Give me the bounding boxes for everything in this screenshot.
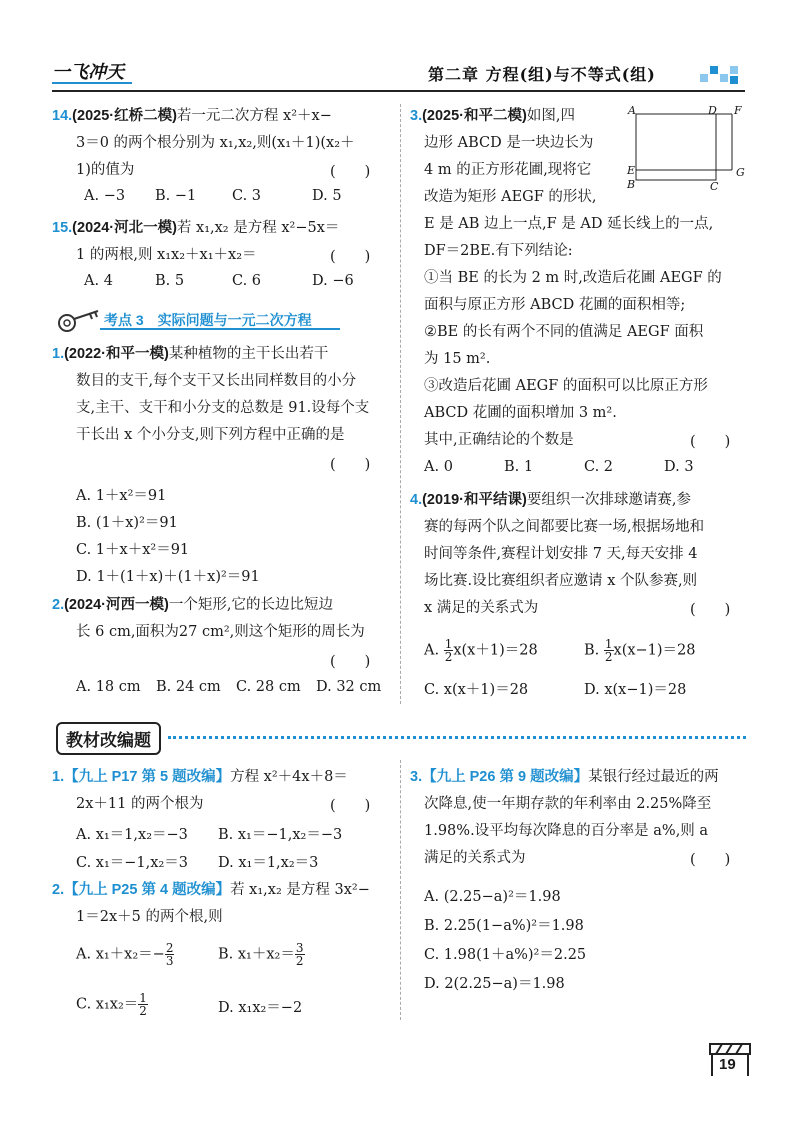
b-q3-line4: 满足的关系式为 (424, 850, 526, 866)
fig-label-a: A (628, 104, 636, 117)
b-q3-option-d[interactable]: D. 2(2.25−a)＝1.98 (424, 976, 565, 992)
b-q1-option-a[interactable]: A. x₁＝1,x₂＝−3 (76, 827, 188, 843)
r-q4-text: 要组织一次排球邀请赛,参 (526, 492, 691, 508)
b-q2-option-b[interactable] (218, 942, 305, 967)
q2-option-a[interactable]: A. 18 cm (76, 679, 141, 695)
q2-line2: 长 6 cm,面积为27 cm²,则这个矩形的周长为 (76, 624, 365, 640)
fig-label-c: C (710, 180, 719, 193)
r-q3-line4: 改造为矩形 AEGF 的形状, (424, 189, 597, 205)
b-q2-opt-b-fraction: $\frac{3}{2}$ (295, 941, 304, 968)
b-q2-option-a[interactable] (76, 942, 174, 967)
header-left-title: 一飞冲天 (52, 62, 124, 82)
header-rule (52, 90, 745, 92)
r-q4-option-b[interactable] (584, 638, 696, 663)
q1-line2: 数目的支干,每个支干又长出同样数目的小分 (76, 373, 357, 389)
q1-option-a[interactable]: A. 1＋x²＝91 (76, 488, 167, 504)
b-q3-text: 某银行经过最近的两 (588, 769, 719, 785)
b-q1-answer-bracket[interactable]: ( ) (330, 798, 371, 814)
knowledge-point-3-title: 考点 3 实际问题与一元二次方程 (104, 312, 312, 328)
b-q3-answer-bracket[interactable]: ( ) (690, 852, 731, 868)
r-q3-source: (2025·和平二模) (422, 108, 527, 124)
r-q4-opt-b-label: B. (584, 642, 600, 659)
r-q3-line7: ①当 BE 的长为 2 m 时,改造后花圃 AEGF 的 (424, 270, 722, 286)
b-q3-tag: 【九上 P26 第 9 题改编】 (422, 769, 589, 785)
r-q4-opt-a-label: A. (424, 642, 440, 659)
b-q1-line2: 2x＋11 的两个根为 (76, 796, 204, 812)
r-q3-line13: 其中,正确结论的个数是 (424, 432, 574, 448)
b-q2-opt-b-label: B. x₁＋x₂＝ (218, 946, 295, 963)
b-q2-line2: 1＝2x＋5 的两个根,则 (76, 909, 223, 925)
b-q1-text: 方程 x²＋4x＋8＝ (230, 769, 348, 785)
r-q4-option-d[interactable]: D. x(x−1)＝28 (584, 682, 687, 698)
q14-text: 若一元二次方程 x²＋x− (176, 108, 332, 124)
b-q3-line3: 1.98%.设平均每次降息的百分率是 a%,则 a (424, 823, 709, 839)
page-number: 19 (719, 1056, 736, 1073)
b-q3-option-b[interactable]: B. 2.25(1−a%)²＝1.98 (424, 918, 584, 934)
q14-option-c[interactable]: C. 3 (232, 188, 262, 204)
q1-text: 某种植物的主干长出若干 (168, 346, 329, 362)
header-decoration-icon (700, 62, 746, 88)
r-q3-line3: 4 m 的正方形花圃,现将它 (424, 162, 592, 178)
r-q3-line9: ②BE 的长有两个不同的值满足 AEGF 面积 (424, 324, 704, 340)
r-q4-line4: 场比赛.设比赛组织者应邀请 x 个队参赛,则 (424, 573, 698, 589)
r-q3-option-c[interactable]: C. 2 (584, 459, 614, 475)
bottom-column-divider (400, 760, 401, 1020)
r-q4-line1 (410, 490, 691, 510)
r-q4-line5: x 满足的关系式为 (424, 600, 539, 616)
fig-label-g: G (736, 166, 745, 179)
b-q2-opt-c-fraction: $\frac{1}{2}$ (139, 991, 147, 1018)
r-q3-number: 3. (410, 108, 423, 124)
fig-label-b: B (627, 178, 636, 191)
b-q3-option-a[interactable]: A. (2.25−a)²＝1.98 (424, 889, 561, 905)
q14-line1 (52, 106, 332, 126)
b-q1-option-c[interactable]: C. x₁＝−1,x₂＝3 (76, 855, 188, 871)
q2-answer-bracket[interactable]: ( ) (330, 654, 371, 670)
r-q3-line1 (410, 106, 575, 126)
q1-option-c[interactable]: C. 1＋x＋x²＝91 (76, 542, 190, 558)
q15-answer-bracket[interactable]: ( ) (330, 249, 371, 265)
r-q4-opt-a-fraction: $\frac{1}{2}$ (444, 637, 453, 664)
q1-line3: 支,主干、支干和小分支的总数是 91.设每个支 (76, 400, 370, 416)
r-q3-line5: E 是 AB 边上一点,F 是 AD 延长线上的一点, (424, 216, 714, 232)
b-q3-line2: 次降息,使一年期存款的年利率由 2.25%降至 (424, 796, 712, 812)
q14-number: 14. (52, 108, 73, 124)
q2-option-d[interactable]: D. 32 cm (316, 679, 382, 695)
r-q3-option-a[interactable]: A. 0 (424, 459, 453, 475)
r-q4-source: (2019·和平结课) (422, 492, 527, 508)
b-q2-opt-a-fraction: $\frac{2}{3}$ (165, 941, 174, 968)
b-q1-option-b[interactable]: B. x₁＝−1,x₂＝−3 (218, 827, 343, 843)
r-q4-option-a[interactable] (424, 638, 538, 663)
r-q4-opt-a-expr: x(x＋1)＝28 (453, 642, 538, 659)
q14-line2: 3＝0 的两个根分别为 x₁,x₂,则(x₁＋1)(x₂＋ (76, 135, 355, 151)
r-q3-line11: ③改造后花圃 AEGF 的面积可以比原正方形 (424, 378, 708, 394)
b-q1-line1 (52, 767, 348, 787)
q1-number: 1. (52, 346, 65, 362)
r-q4-answer-bracket[interactable]: ( ) (690, 602, 731, 618)
r-q4-line2: 赛的每两个队之间都要比赛一场,根据场地和 (424, 519, 705, 535)
header-chapter-title: 第二章 方程(组)与不等式(组) (428, 65, 656, 84)
b-q1-tag: 【九上 P17 第 5 题改编】 (64, 769, 231, 785)
r-q4-opt-b-expr: x(x−1)＝28 (613, 642, 696, 659)
q15-option-b[interactable]: B. 5 (155, 273, 185, 289)
section-dotted-rule (168, 736, 746, 739)
fig-label-e: E (627, 164, 636, 177)
b-q2-text: 若 x₁,x₂ 是方程 3x²− (230, 882, 370, 898)
column-divider (400, 104, 401, 704)
q15-number: 15. (52, 220, 73, 236)
q14-option-b[interactable]: B. −1 (155, 188, 197, 204)
q15-source: (2024·河北一模) (72, 220, 177, 236)
r-q3-option-b[interactable]: B. 1 (504, 459, 534, 475)
q2-option-c[interactable]: C. 28 cm (236, 679, 301, 695)
b-q2-opt-a-label: A. x₁＋x₂＝− (76, 946, 165, 963)
q14-option-d[interactable]: D. 5 (312, 188, 342, 204)
q15-line2: 1 的两根,则 x₁x₂＋x₁＋x₂＝ (76, 247, 257, 263)
b-q2-opt-c-label: C. x₁x₂＝ (76, 996, 139, 1013)
r-q3-answer-bracket[interactable]: ( ) (690, 434, 731, 450)
q2-option-b[interactable]: B. 24 cm (156, 679, 221, 695)
b-q3-number: 3. (410, 769, 423, 785)
q14-source: (2025·红桥二模) (72, 108, 177, 124)
q15-option-d[interactable]: D. −6 (312, 273, 354, 289)
q2-source: (2024·河西一模) (64, 597, 169, 613)
q2-number: 2. (52, 597, 65, 613)
header-left-underline (52, 82, 132, 84)
key-icon (56, 306, 102, 334)
b-q1-number: 1. (52, 769, 65, 785)
q1-line1 (52, 344, 328, 364)
q15-line1 (52, 218, 339, 238)
q14-option-a[interactable]: A. −3 (84, 188, 126, 204)
page-number-badge (706, 1040, 756, 1080)
r-q3-text: 如图,四 (526, 108, 575, 124)
r-q3-option-d[interactable]: D. 3 (664, 459, 694, 475)
r-q4-option-c[interactable]: C. x(x＋1)＝28 (424, 682, 529, 698)
q14-line3: 1)的值为 (76, 162, 135, 178)
fig-label-f: F (734, 104, 742, 117)
r-q4-number: 4. (410, 492, 423, 508)
b-q3-option-c[interactable]: C. 1.98(1＋a%)²＝2.25 (424, 947, 587, 963)
b-q3-line1 (410, 767, 719, 787)
r-q3-line8: 面积与原正方形 ABCD 花圃的面积相等; (424, 297, 686, 313)
r-q3-line10: 为 15 m². (424, 351, 491, 367)
q1-option-b[interactable]: B. (1＋x)²＝91 (76, 515, 178, 531)
square-figure (624, 104, 750, 200)
section-title: 教材改编题 (56, 722, 161, 755)
q15-option-c[interactable]: C. 6 (232, 273, 262, 289)
r-q4-line3: 时间等条件,赛程计划安排 7 天,每天安排 4 (424, 546, 698, 562)
r-q3-line2: 边形 ABCD 是一块边长为 (424, 135, 594, 151)
q1-source: (2022·和平一模) (64, 346, 169, 362)
b-q2-tag: 【九上 P25 第 4 题改编】 (64, 882, 231, 898)
q1-line4: 干长出 x 个小分支,则下列方程中正确的是 (76, 427, 345, 443)
b-q1-option-d[interactable]: D. x₁＝1,x₂＝3 (218, 855, 319, 871)
b-q2-number: 2. (52, 882, 65, 898)
q15-option-a[interactable]: A. 4 (84, 273, 113, 289)
b-q2-option-d[interactable]: D. x₁x₂＝−2 (218, 1000, 303, 1016)
r-q3-line12: ABCD 花圃的面积增加 3 m². (424, 405, 617, 421)
b-q2-option-c[interactable] (76, 992, 148, 1017)
header (0, 0, 800, 100)
r-q4-opt-b-fraction: $\frac{1}{2}$ (604, 637, 613, 664)
q14-answer-bracket[interactable]: ( ) (330, 164, 371, 180)
kp3-underline (100, 328, 340, 330)
b-q2-line1 (52, 880, 370, 900)
q15-text: 若 x₁,x₂ 是方程 x²−5x＝ (176, 220, 340, 236)
q1-answer-bracket[interactable]: ( ) (330, 457, 371, 473)
q2-text: 一个矩形,它的长边比短边 (168, 597, 333, 613)
q2-line1 (52, 595, 333, 615)
q1-option-d[interactable]: D. 1＋(1＋x)＋(1＋x)²＝91 (76, 569, 260, 585)
r-q3-line6: DF＝2BE.有下列结论: (424, 243, 573, 259)
fig-label-d: D (708, 104, 717, 117)
